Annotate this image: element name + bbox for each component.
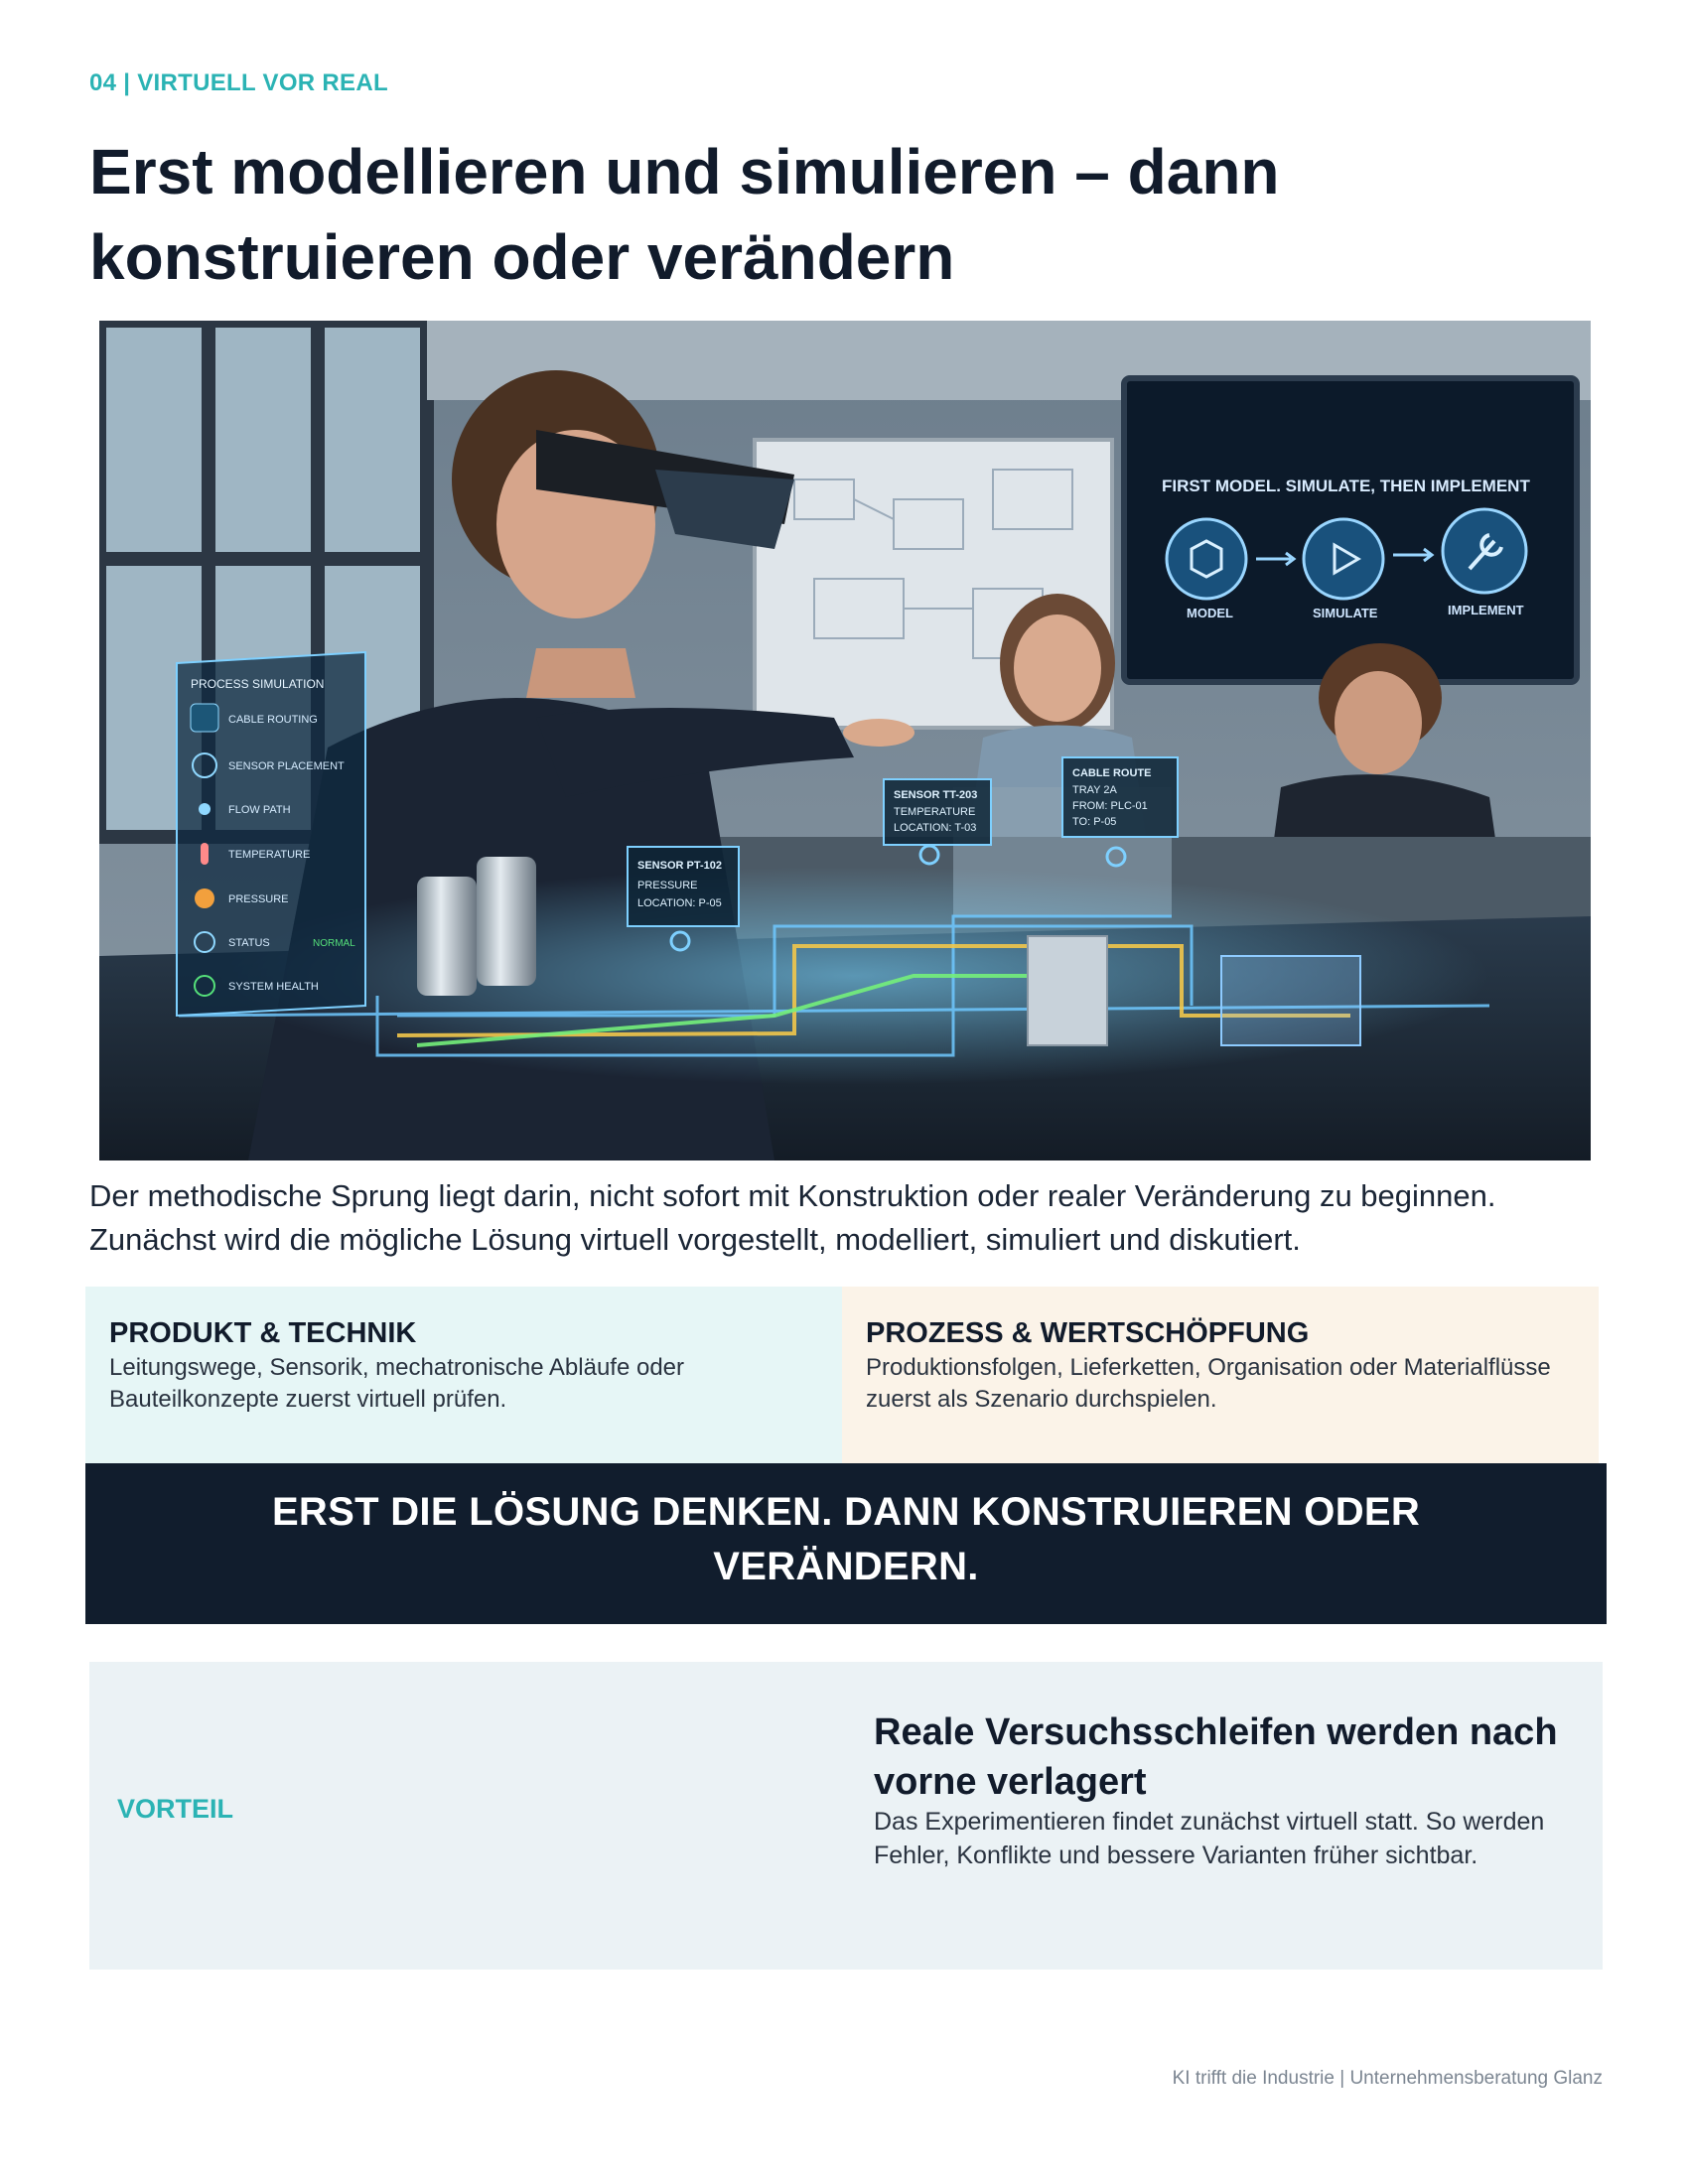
panel-item-temperature: TEMPERATURE: [228, 849, 311, 861]
svg-text:LOCATION: T-03: LOCATION: T-03: [894, 822, 977, 834]
panel-item-sensor-placement: SENSOR PLACEMENT: [228, 760, 345, 772]
process-simulation-panel: [177, 652, 365, 1016]
panel-item-cable-routing: CABLE ROUTING: [228, 714, 318, 726]
panel-title: PROCESS SIMULATION: [191, 677, 325, 691]
svg-text:PRESSURE: PRESSURE: [637, 880, 698, 891]
product-technology-text: Leitungswege, Sensorik, mechatronische Abläufe oder Bauteilkonzepte zuerst virtuell prüfen.: [109, 1354, 685, 1413]
screen-title: FIRST MODEL. SIMULATE, THEN IMPLEMENT: [1162, 477, 1530, 495]
hero-illustration: [99, 321, 1591, 1160]
svg-text:FROM: PLC-01: FROM: PLC-01: [1072, 800, 1148, 812]
panel-status-value: NORMAL: [313, 938, 355, 949]
process-value-panel: [842, 1287, 1599, 1463]
svg-text:TO: P-05: TO: P-05: [1072, 816, 1117, 828]
panel-item-pressure: PRESSURE: [228, 893, 289, 905]
product-technology-panel: [85, 1287, 842, 1463]
advantage-box: [89, 1662, 1603, 1970]
key-message-banner: [85, 1463, 1607, 1624]
advantage-text: Das Experimentieren findet zunächst virtuell statt. So werden Fehler, Konflikte und bessere Varianten früher sichtbar.: [874, 1808, 1545, 1869]
screen-step-model: MODEL: [1187, 606, 1233, 620]
key-message-text: ERST DIE LÖSUNG DENKEN. DANN KONSTRUIEREN ODER VERÄNDERN.: [271, 1490, 1421, 1588]
page-footer: KI trifft die Industrie | Unternehmensberatung Glanz: [1172, 2068, 1603, 2089]
svg-text:CABLE ROUTE: CABLE ROUTE: [1072, 767, 1152, 779]
screen-step-simulate: SIMULATE: [1313, 606, 1378, 620]
process-value-text: Produktionsfolgen, Lieferketten, Organisation oder Materialflüsse zuerst als Szenario durchspielen.: [866, 1354, 1551, 1413]
panel-item-system-health: SYSTEM HEALTH: [228, 981, 319, 993]
lead-paragraph: Der methodische Sprung liegt darin, nicht sofort mit Konstruktion oder realer Veränderung zu beginnen. Zunächst wird die mögliche Lösung virtuell vorgestellt, modelliert, simuliert und diskutiert.: [89, 1178, 1496, 1257]
screen-step-implement: IMPLEMENT: [1448, 603, 1524, 617]
svg-text:TRAY 2A: TRAY 2A: [1072, 784, 1117, 796]
svg-text:SENSOR PT-102: SENSOR PT-102: [637, 860, 722, 872]
panel-item-status: STATUS: [228, 937, 270, 949]
advantage-tag: VORTEIL: [117, 1794, 234, 1824]
page-title: Erst modellieren und simulieren – dann konstruieren oder verändern: [89, 136, 1280, 293]
svg-text:LOCATION: P-05: LOCATION: P-05: [637, 897, 722, 909]
advantage-title: Reale Versuchsschleifen werden nach vorne verlagert: [874, 1711, 1558, 1803]
product-technology-heading: PRODUKT & TECHNIK: [109, 1317, 417, 1349]
process-value-heading: PROZESS & WERTSCHÖPFUNG: [866, 1317, 1310, 1349]
section-kicker: 04 | VIRTUELL VOR REAL: [89, 69, 388, 96]
svg-text:TEMPERATURE: TEMPERATURE: [894, 806, 976, 818]
panel-item-flow-path: FLOW PATH: [228, 804, 291, 816]
svg-text:SENSOR TT-203: SENSOR TT-203: [894, 789, 978, 801]
